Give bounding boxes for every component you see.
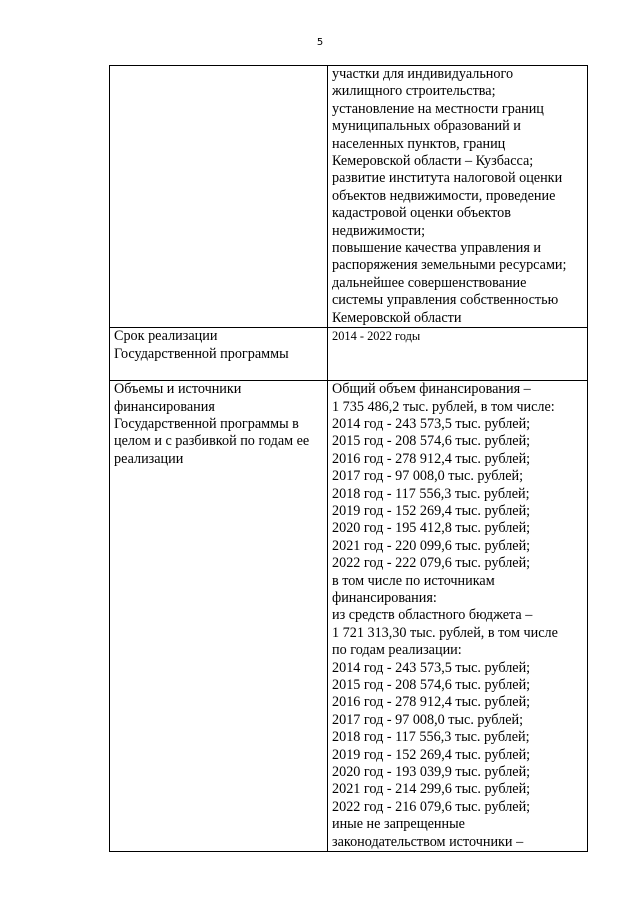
- text-line: 2019 год - 152 269,4 тыс. рублей;: [332, 502, 531, 519]
- text-line: 2014 год - 243 573,5 тыс. рублей;: [332, 415, 531, 432]
- text-line: Кемеровской области: [332, 309, 462, 326]
- text-line: распоряжения земельными ресурсами;: [332, 257, 567, 274]
- text-line: установление на местности границ: [332, 100, 544, 117]
- text-line: Срок реализации: [114, 328, 218, 345]
- text-line: Объемы и источники: [114, 381, 242, 398]
- program-passport-table: [109, 65, 588, 852]
- text-line: 2019 год - 152 269,4 тыс. рублей;: [332, 746, 531, 763]
- text-line: целом и с разбивкой по годам ее: [114, 433, 310, 450]
- text-line: 2022 год - 222 079,6 тыс. рублей;: [332, 555, 531, 572]
- text-line: Кемеровской области – Кузбасса;: [332, 153, 534, 170]
- page-number: 5: [316, 37, 324, 48]
- text-line: 2015 год - 208 574,6 тыс. рублей;: [332, 677, 531, 693]
- text-line: по годам реализации:: [332, 642, 462, 659]
- text-line: в том числе по источникам: [332, 572, 495, 589]
- text-line: 2016 год - 278 912,4 тыс. рублей;: [332, 694, 531, 711]
- text-line: 2020 год - 193 039,9 тыс. рублей;: [332, 764, 531, 781]
- objectives-text-cell: [328, 66, 588, 328]
- text-line: 2021 год - 220 099,6 тыс. рублей;: [332, 537, 531, 554]
- text-line: участки для индивидуального: [332, 66, 514, 82]
- text-line: 1 721 313,30 тыс. рублей, в том числе: [332, 624, 558, 641]
- table-row-term: [110, 328, 588, 381]
- text-line: 2014 год - 243 573,5 тыс. рублей;: [332, 659, 531, 676]
- text-line: муниципальных образований и: [332, 118, 521, 135]
- financing-label-cell: [110, 381, 328, 852]
- text-line: 2022 год - 216 079,6 тыс. рублей;: [332, 798, 531, 815]
- text-line: дальнейшее совершенствование: [332, 274, 527, 291]
- text-line: законодательством источники –: [332, 833, 524, 850]
- text-line: иные не запрещенные: [332, 816, 465, 833]
- text-line: повышение качества управления и: [332, 240, 542, 257]
- text-line: финансирования:: [332, 589, 437, 606]
- financing-value-cell: [328, 381, 588, 852]
- text-line: 2021 год - 214 299,6 тыс. рублей;: [332, 781, 531, 798]
- text-line: Государственной программы в: [114, 415, 299, 432]
- text-line: жилищного строительства;: [332, 83, 496, 100]
- text-line: объектов недвижимости, проведение: [332, 187, 556, 204]
- table-row-financing: [110, 381, 588, 852]
- text-line: кадастровой оценки объектов: [332, 205, 511, 222]
- term-value-cell: [328, 328, 588, 381]
- text-line: из средств областного бюджета –: [332, 607, 533, 624]
- text-line: 2017 год - 97 008,0 тыс. рублей;: [332, 711, 524, 728]
- text-line: 2018 год - 117 556,3 тыс. рублей;: [332, 729, 530, 746]
- text-line: 2016 год - 278 912,4 тыс. рублей;: [332, 450, 531, 467]
- text-line: 2018 год - 117 556,3 тыс. рублей;: [332, 485, 530, 502]
- text-line: Государственной программы: [114, 345, 289, 362]
- text-line: 2014 - 2022 годы: [332, 329, 421, 344]
- text-line: развитие института налоговой оценки: [332, 170, 563, 187]
- text-line: 2015 год - 208 574,6 тыс. рублей;: [332, 433, 531, 450]
- text-line: системы управления собственностью: [332, 292, 559, 309]
- text-line: 2020 год - 195 412,8 тыс. рублей;: [332, 520, 531, 537]
- text-line: финансирования: [114, 398, 215, 415]
- text-line: Общий объем финансирования –: [332, 381, 531, 398]
- text-line: реализации: [114, 450, 184, 467]
- text-line: населенных пунктов, границ: [332, 135, 506, 152]
- text-line: 2017 год - 97 008,0 тыс. рублей;: [332, 468, 524, 485]
- objectives-label-cell: [110, 66, 328, 328]
- text-line: 1 735 486,2 тыс. рублей, в том числе:: [332, 398, 555, 415]
- table-row-objectives: [110, 66, 588, 328]
- term-label-cell: [110, 328, 328, 381]
- text-line: недвижимости;: [332, 222, 426, 239]
